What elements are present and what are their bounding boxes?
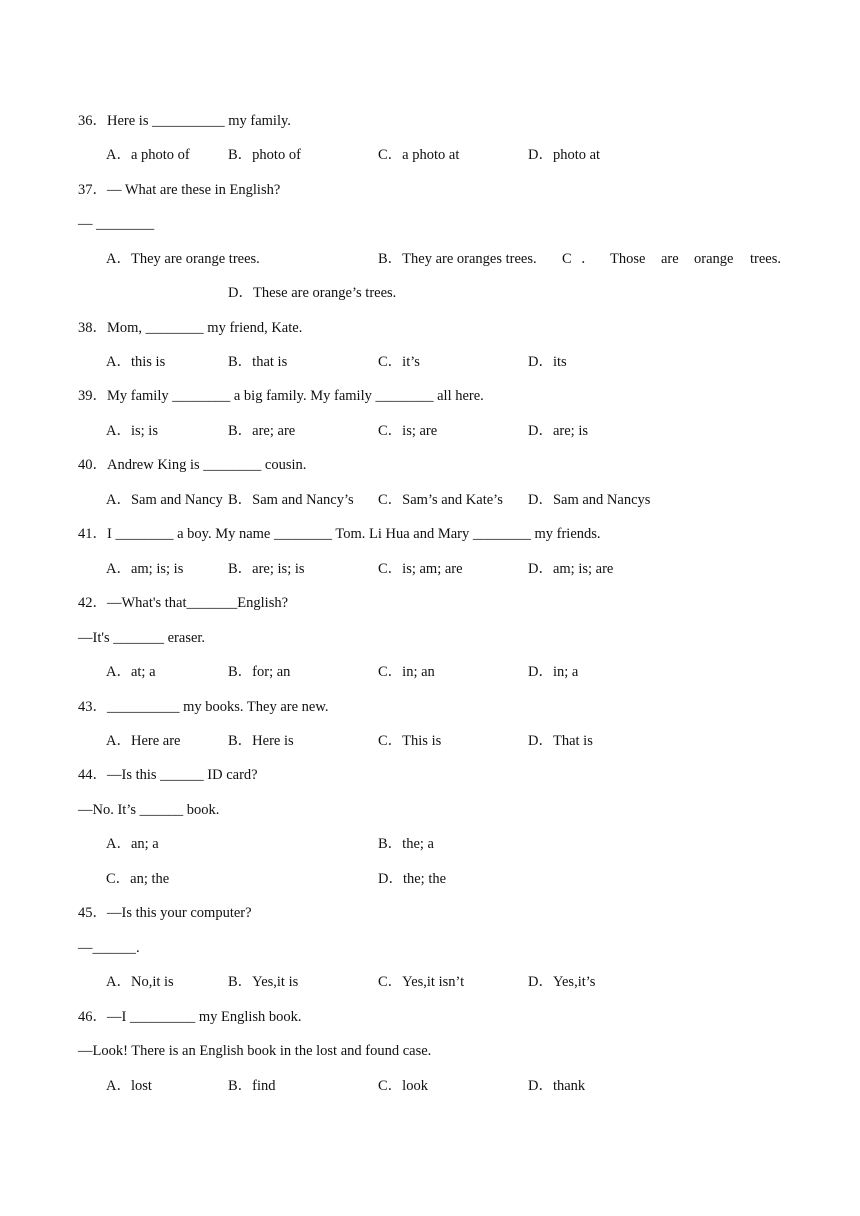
question-37-option-a: A．They are orange trees. (106, 251, 260, 267)
question-40-stem: 40．Andrew King is ________ cousin. (78, 457, 307, 473)
question-37-option-c-word: are (661, 251, 679, 267)
question-37-stem: 37．— What are these in English? (78, 182, 281, 198)
question-41-stem: 41．I ________ a boy. My name ________ Tom. Li Hua and Mary ________ my friends. (78, 526, 601, 542)
question-45-option-d: D．Yes,it’s (528, 974, 596, 990)
question-42-option-a: A．at; a (106, 664, 156, 680)
question-36-option-b: B．photo of (228, 147, 301, 163)
question-44-option-a: A．an; a (106, 836, 159, 852)
question-41-option-b: B．are; is; is (228, 561, 305, 577)
question-46-answer-line: —Look! There is an English book in the lost and found case. (78, 1043, 432, 1059)
question-42-option-b: B．for; an (228, 664, 291, 680)
question-42-stem: 42．—What's that_______English? (78, 595, 289, 611)
question-42-answer-line: —It's _______ eraser. (78, 630, 206, 646)
question-37-option-c-word: trees. (750, 251, 781, 267)
question-40-option-c: C．Sam’s and Kate’s (378, 492, 503, 508)
question-41-option-a: A．am; is; is (106, 561, 184, 577)
question-36-option-d: D．photo at (528, 147, 601, 163)
question-42-option-c: C．in; an (378, 664, 435, 680)
question-43-option-d: D．That is (528, 733, 593, 749)
question-40-option-a: A．Sam and Nancy (106, 492, 223, 508)
question-41-option-d: D．am; is; are (528, 561, 614, 577)
question-45-option-c: C．Yes,it isn’t (378, 974, 465, 990)
question-44-answer-line: —No. It’s ______ book. (78, 802, 220, 818)
question-37-answer-line: — ________ (78, 216, 155, 232)
question-46-option-c: C．look (378, 1078, 428, 1094)
question-43-stem: 43．__________ my books. They are new. (78, 699, 329, 715)
question-46-option-d: D．thank (528, 1078, 586, 1094)
question-37-option-c-letter: C (562, 251, 572, 267)
question-39-option-b: B．are; are (228, 423, 296, 439)
question-36-option-c: C．a photo at (378, 147, 460, 163)
question-36-stem: 36．Here is __________ my family. (78, 113, 291, 129)
question-44-option-d: D．the; the (378, 871, 447, 887)
question-37-option-c-dot: ． (581, 251, 596, 267)
question-42-option-d: D．in; a (528, 664, 579, 680)
question-38-option-b: B．that is (228, 354, 288, 370)
question-44-option-b: B．the; a (378, 836, 434, 852)
question-37-option-d: D．These are orange’s trees. (228, 285, 397, 301)
question-37-option-c-word: orange (694, 251, 734, 267)
question-38-option-d: D．its (528, 354, 567, 370)
question-38-stem: 38．Mom, ________ my friend, Kate. (78, 320, 303, 336)
question-41-option-c: C．is; am; are (378, 561, 463, 577)
question-38-option-a: A．this is (106, 354, 166, 370)
question-39-option-d: D．are; is (528, 423, 588, 439)
question-43-option-b: B．Here is (228, 733, 294, 749)
question-37-option-b: B．They are oranges trees. (378, 251, 537, 267)
question-39-stem: 39．My family ________ a big family. My family ________ all here. (78, 388, 484, 404)
question-46-option-b: B．find (228, 1078, 276, 1094)
question-43-option-a: A．Here are (106, 733, 181, 749)
question-44-stem: 44．—Is this ______ ID card? (78, 767, 258, 783)
question-38-option-c: C．it’s (378, 354, 420, 370)
question-39-option-a: A．is; is (106, 423, 158, 439)
question-45-option-a: A．No,it is (106, 974, 174, 990)
question-46-stem: 46．—I _________ my English book. (78, 1009, 302, 1025)
question-37-option-c-word: Those (610, 251, 646, 267)
question-40-option-b: B．Sam and Nancy’s (228, 492, 354, 508)
question-39-option-c: C．is; are (378, 423, 438, 439)
question-36-option-a: A．a photo of (106, 147, 190, 163)
question-43-option-c: C．This is (378, 733, 442, 749)
question-40-option-d: D．Sam and Nancys (528, 492, 651, 508)
question-44-option-c: C．an; the (106, 871, 170, 887)
question-45-answer-line: —______. (78, 940, 140, 956)
question-46-option-a: A．lost (106, 1078, 152, 1094)
question-45-option-b: B．Yes,it is (228, 974, 299, 990)
question-45-stem: 45．—Is this your computer? (78, 905, 252, 921)
